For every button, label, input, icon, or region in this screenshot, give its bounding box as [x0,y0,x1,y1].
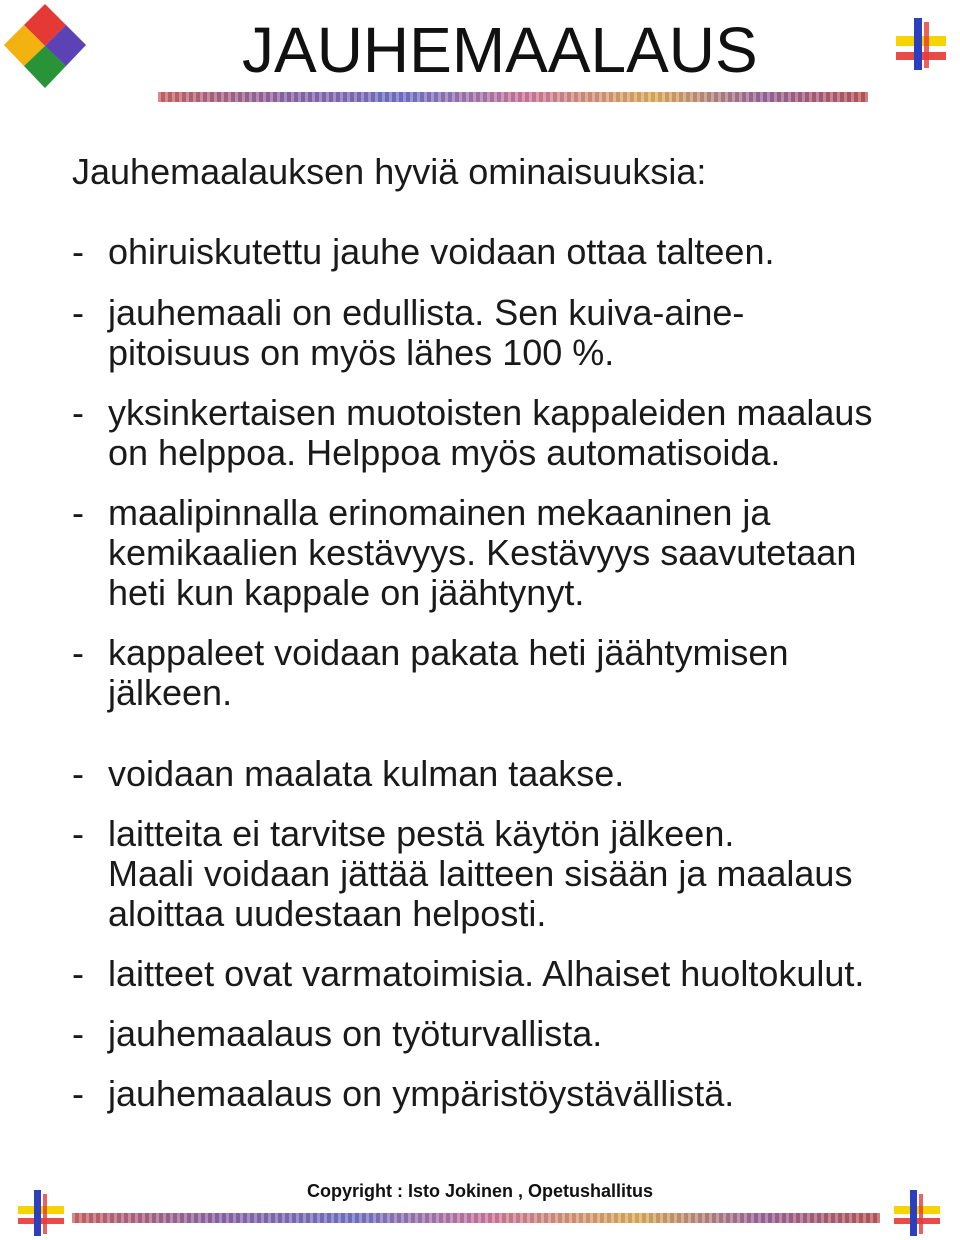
list-item-line: maalipinnalla erinomainen mekaaninen ja [108,492,771,533]
list-item-text [108,293,957,373]
list-item-line: jauhemaali on edullista. Sen kuiva-aine- [108,292,745,333]
list-item [72,633,957,713]
list-item-line: heti kun kappale on jäähtynyt. [108,572,585,613]
list-item-text [108,754,957,794]
list-item-line: jälkeen. [108,672,233,713]
list-item-line: pitoisuus on myös lähes 100 %. [108,332,615,373]
color-plus-icon [892,16,950,72]
color-plus-icon [892,1188,942,1238]
list-item [72,293,957,373]
bullet-dash: - [72,231,84,272]
list-item-line: ohiruiskutettu jauhe voidaan ottaa talteen. [108,231,775,272]
color-diamond-logo-icon [4,4,86,104]
list-item-line: aloittaa uudestaan helposti. [108,893,547,934]
section-heading: Jauhemaalauksen hyviä ominaisuuksia: [72,151,707,192]
list-item [72,954,957,994]
bullet-dash: - [72,392,84,433]
list-item [72,232,957,272]
list-item-text [108,954,957,994]
page-title: JAUHEMAALAUS [242,14,758,86]
list-item [72,393,957,473]
list-item-text [108,232,957,272]
list-item-text [108,633,957,713]
list-item-line: jauhemaalaus on ympäristöystävällistä. [108,1073,735,1114]
bullet-dash: - [72,292,84,333]
list-item-line: jauhemaalaus on työturvallista. [108,1013,603,1054]
list-item-line: voidaan maalata kulman taakse. [108,753,625,794]
list-item-line: yksinkertaisen muotoisten kappaleiden maalaus [108,392,873,433]
bullet-dash: - [72,953,84,994]
bullet-dash: - [72,813,84,854]
list-item-text [108,493,957,613]
list-item [72,493,957,613]
list-item-line: Maali voidaan jättää laitteen sisään ja maalaus [108,853,853,894]
list-item-text [108,1074,957,1114]
bullet-dash: - [72,1013,84,1054]
list-item-line: kappaleet voidaan pakata heti jäähtymisen [108,632,789,673]
footer-bar [72,1213,880,1223]
color-plus-icon [16,1188,66,1238]
title-underline-bar [158,92,868,102]
list-item-line: on helppoa. Helppoa myös automatisoida. [108,432,781,473]
list-item [72,1014,957,1054]
bullet-dash: - [72,492,84,533]
list-item-line: laitteita ei tarvitse pestä käytön jälkeen. [108,813,735,854]
list-item [72,754,957,794]
bullet-dash: - [72,753,84,794]
list-item [72,814,957,934]
copyright-footer: Copyright : Isto Jokinen , Opetushallitus [306,1181,654,1201]
list-item [72,1074,957,1114]
bullet-dash: - [72,1073,84,1114]
list-item-line: laitteet ovat varmatoimisia. Alhaiset huoltokulut. [108,953,865,994]
list-item-text [108,393,957,473]
list-item-line: kemikaalien kestävyys. Kestävyys saavutetaan [108,532,857,573]
list-item-text [108,814,957,934]
bullet-dash: - [72,632,84,673]
list-item-text [108,1014,957,1054]
